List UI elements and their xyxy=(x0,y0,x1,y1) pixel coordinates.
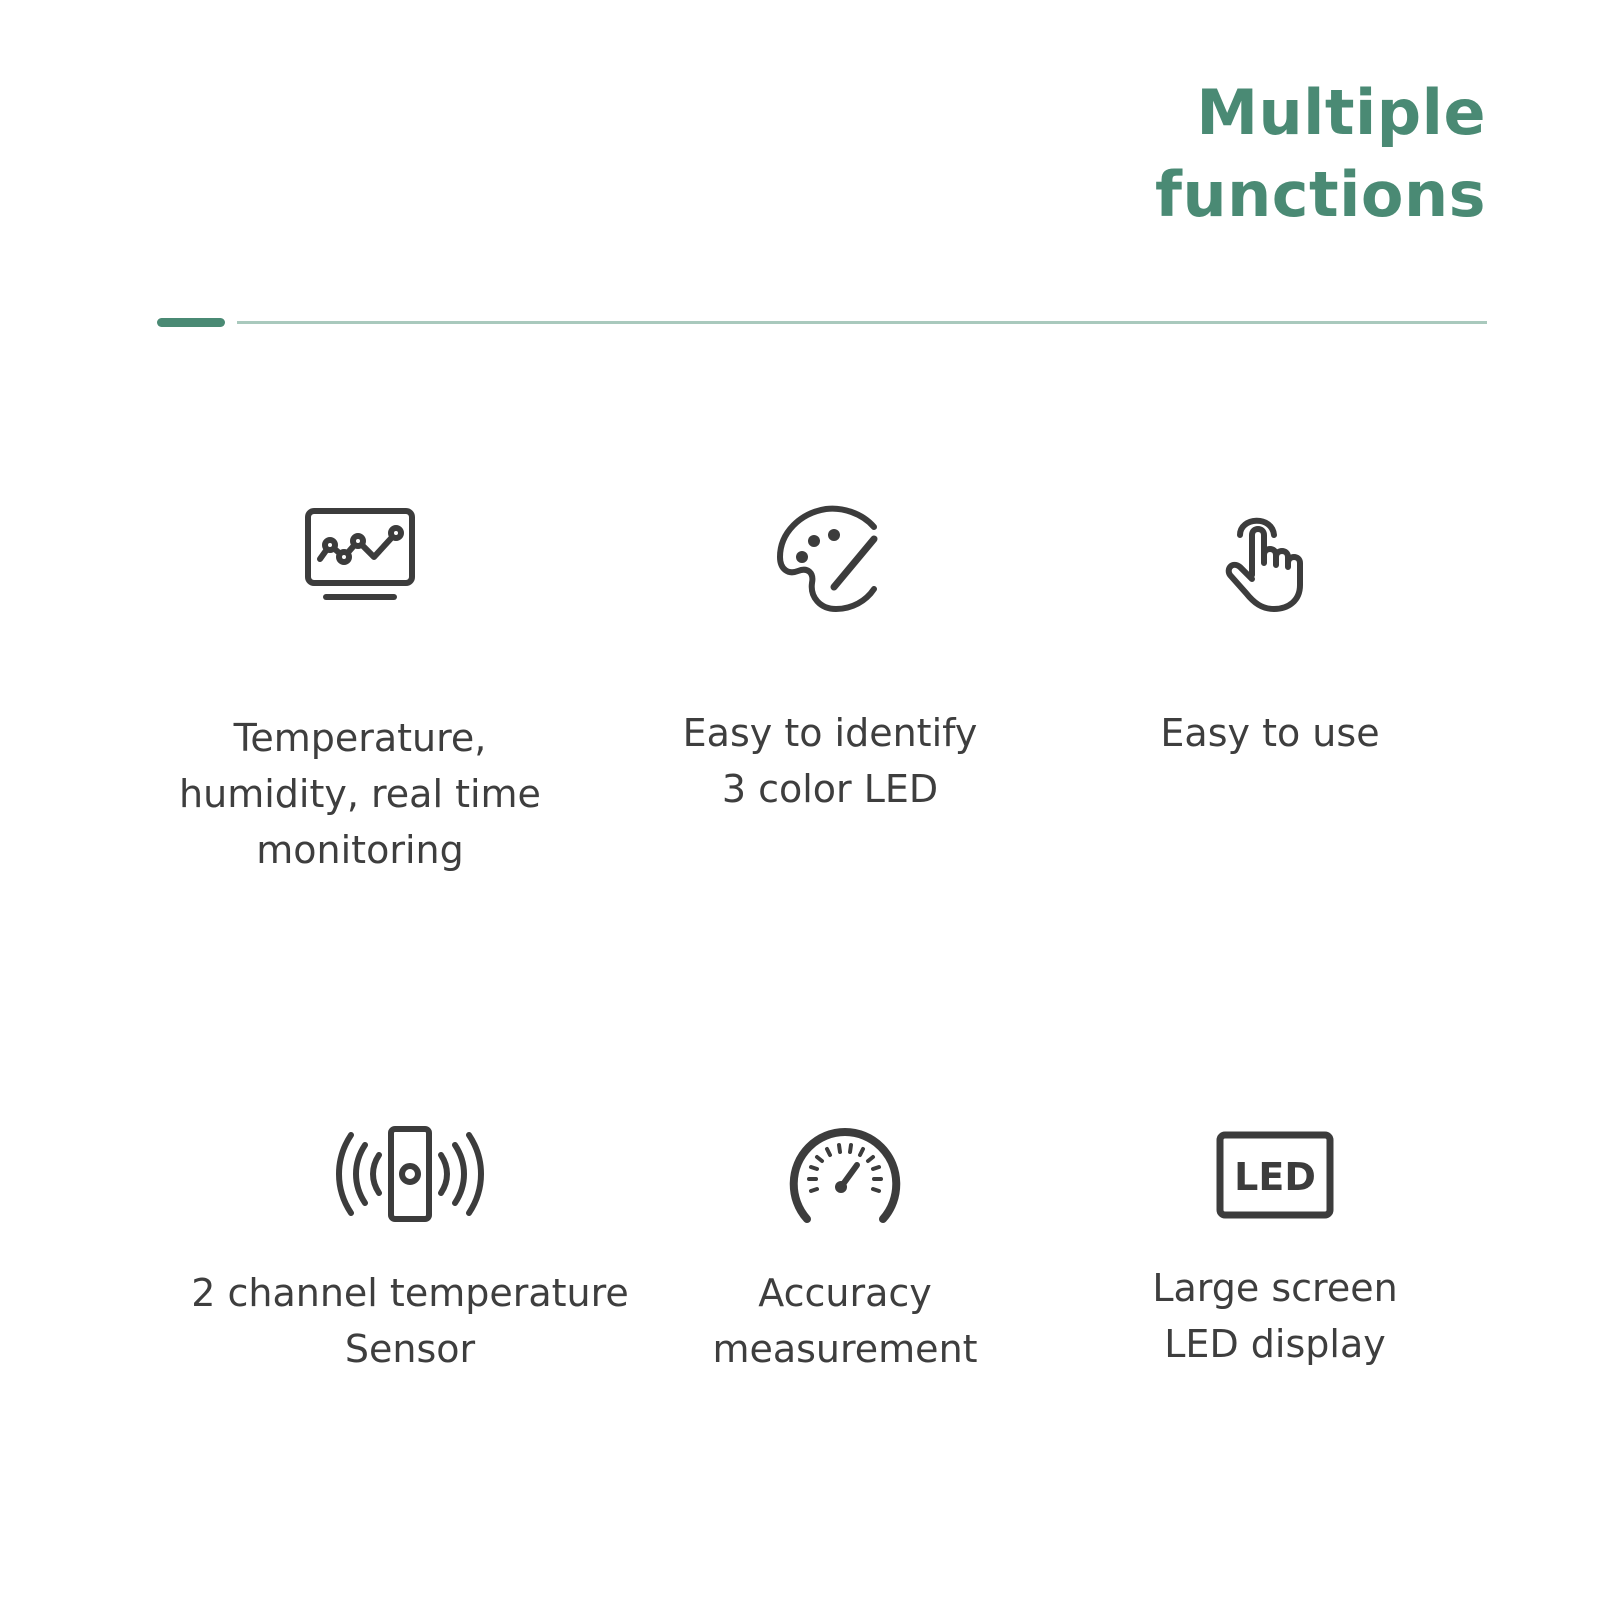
led-display-icon xyxy=(1215,1130,1335,1222)
feature-sensor-line-2: Sensor xyxy=(344,1327,476,1371)
feature-accuracy-line-2: measurement xyxy=(712,1327,978,1371)
feature-monitoring-line-1: Temperature, xyxy=(233,716,487,760)
feature-accuracy-line-1: Accuracy xyxy=(758,1271,932,1315)
feature-easy-use-line-1: Easy to use xyxy=(1160,711,1380,755)
tap-hand-icon xyxy=(1220,505,1320,615)
feature-sensor-line-1: 2 channel temperature xyxy=(191,1271,629,1315)
palette-icon xyxy=(770,505,890,615)
feature-led-display xyxy=(1045,1130,1505,1366)
led-icon-text: LED xyxy=(1234,1155,1316,1199)
speedometer-icon xyxy=(785,1125,905,1225)
section-heading xyxy=(1155,72,1486,236)
divider-line xyxy=(237,321,1487,324)
feature-color-led xyxy=(600,505,1060,811)
feature-sensor xyxy=(180,1125,640,1371)
feature-monitoring-line-2: humidity, real time xyxy=(179,772,541,816)
monitor-chart-icon xyxy=(300,505,420,605)
feature-led-display-line-1: Large screen xyxy=(1152,1266,1398,1310)
heading-line-1: Multiple xyxy=(1196,76,1486,149)
feature-accuracy xyxy=(615,1125,1075,1371)
feature-led-display-line-2: LED display xyxy=(1164,1322,1386,1366)
feature-color-led-line-2: 3 color LED xyxy=(721,767,939,811)
feature-monitoring-line-3: monitoring xyxy=(256,828,464,872)
feature-color-led-line-1: Easy to identify xyxy=(682,711,978,755)
wireless-sensor-icon xyxy=(325,1125,495,1225)
divider-accent xyxy=(157,318,225,327)
feature-monitoring xyxy=(130,505,590,872)
heading-line-2: functions xyxy=(1154,158,1486,231)
feature-easy-use xyxy=(1040,505,1500,755)
